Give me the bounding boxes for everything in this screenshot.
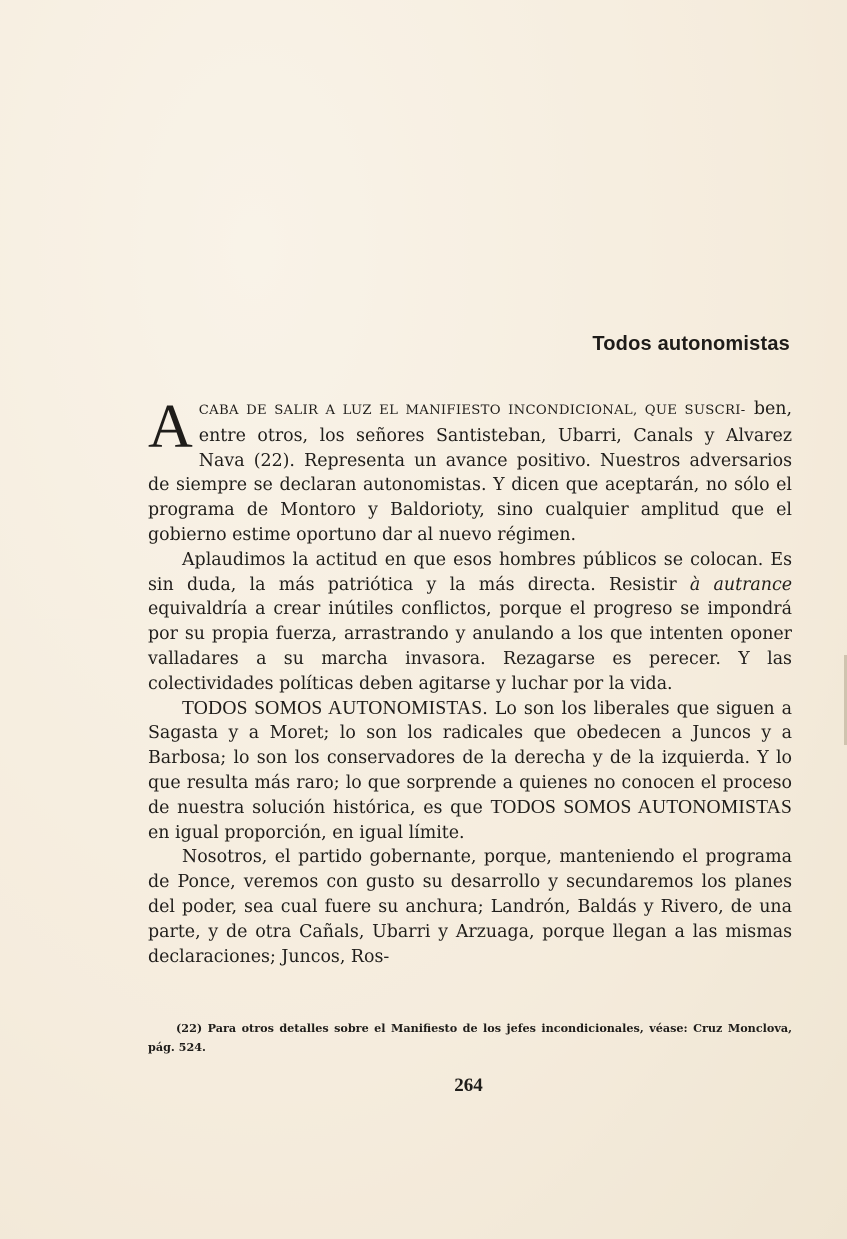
paragraph-2-italic: à autrance (689, 574, 792, 595)
body-text (148, 393, 792, 969)
paragraph-3 (148, 697, 792, 846)
paragraph-2-start: Aplaudimos la actitud en que esos hombres públicos se colocan. Es sin duda, la más patriótica y la más directa. Resistir (148, 549, 792, 595)
paragraph-2-end: equivaldría a crear inútiles conflictos, porque el progreso se impondrá por su propia fuerza, arrastrando y anulando a los que intenten oponer valladares a su marcha invasora. Rezagarse es perecer. Y las colectividades políticas deben agitarse y luchar por la vida. (148, 599, 792, 694)
footnote-text: (22) Para otros detalles sobre el Manifiesto de los jefes incondicionales, véase: Cruz Monclova, pág. 524. (148, 1021, 792, 1054)
drop-cap: A (148, 393, 193, 461)
paragraph-1-text: ben, entre otros, los señores Santisteban, Ubarri, Canals y Alvarez Nava (22). Representa un avance positivo. Nuestros adversarios de siempre se declaran autonomistas. Y dicen que aceptarán, no sólo el programa de Montoro y Baldorioty, sino cualquier amplitud que el gobierno estime oportuno dar al nuevo régimen. (148, 399, 792, 545)
footnote (148, 1019, 792, 1057)
page-number: 264 (454, 1075, 483, 1096)
paragraph-3-caps-2: TODOS SOMOS AUTONOMISTAS (490, 796, 792, 818)
paragraph-3-middle: . Lo son los liberales que siguen a Sagasta y a Moret; lo son los radicales que obedecen a Juncos y a Barbosa; lo son los conservadores de la derecha y de la izquierda. Y lo que resulta más raro; lo que sorprende a quienes no conocen el proceso de nuestra solución histórica, es que (148, 698, 792, 818)
paragraph-2 (148, 548, 792, 697)
paragraph-3-caps-1: TODOS SOMOS AUTONOMISTAS (182, 697, 483, 719)
paragraph-3-end: en igual proporción, en igual límite. (148, 822, 465, 843)
paragraph-4: Nosotros, el partido gobernante, porque, manteniendo el programa de Ponce, veremos con gusto su desarrollo y secundaremos los planes del poder, sea cual fuere su anchura; Landrón, Baldás y Rivero, de una parte, y de otra Cañals, Ubarri y Arzuaga, porque llegan a las mismas declaraciones; Juncos, Ros- (148, 847, 792, 967)
opening-smallcaps: CABA DE SALIR A LUZ EL MANIFIESTO INCONDICIONAL, QUE SUSCRI- (198, 403, 746, 418)
chapter-title: Todos autonomistas (592, 333, 790, 355)
paragraph-1 (148, 393, 792, 548)
